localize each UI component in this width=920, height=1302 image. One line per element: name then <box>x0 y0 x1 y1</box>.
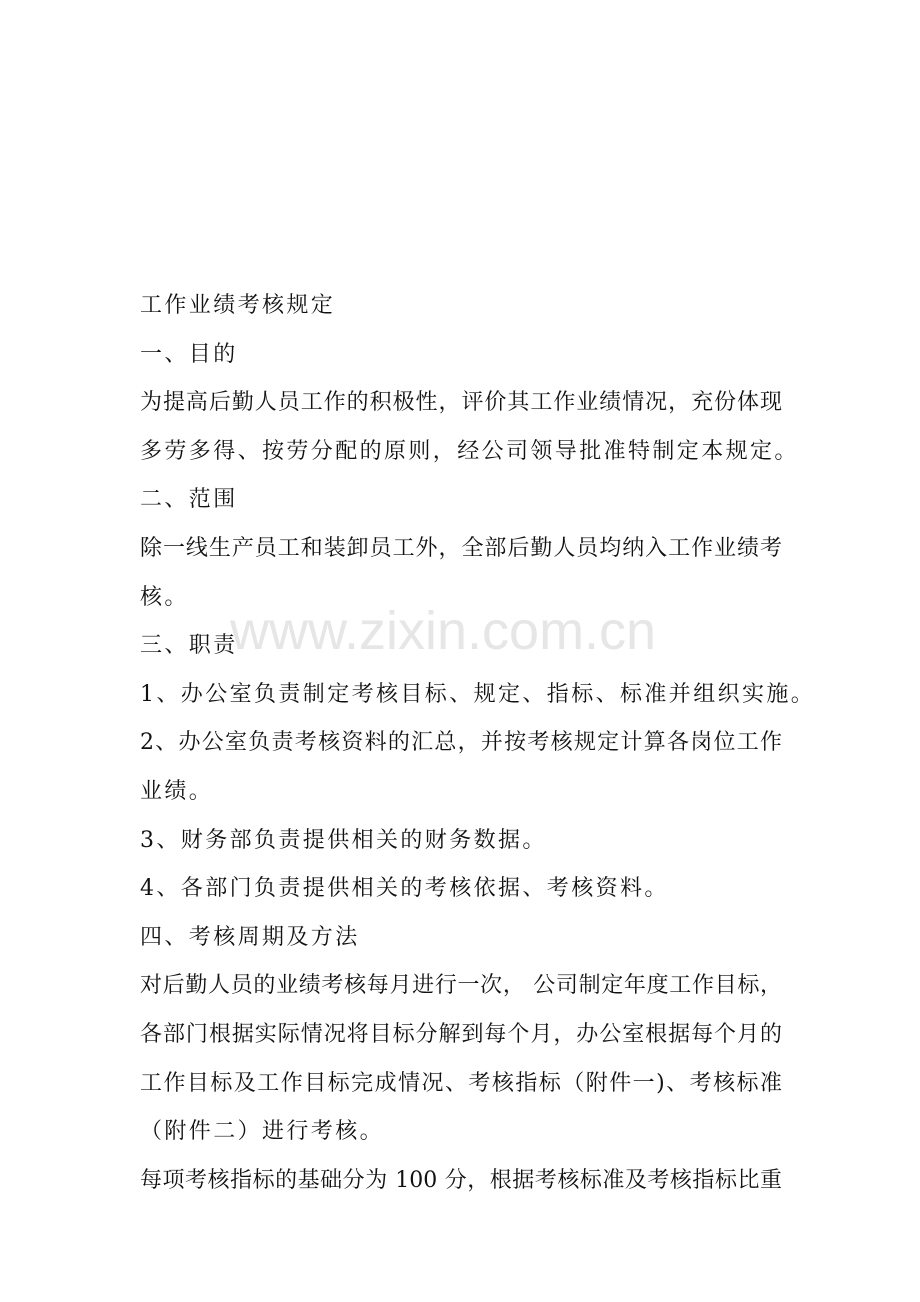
paragraph-line: 工作目标及工作目标完成情况、考核指标（附件一)、考核标准 <box>140 1070 782 1096</box>
list-item: 4、各部门负责提供相关的考核依据、考核资料。 <box>140 876 669 902</box>
paragraph-line: 各部门根据实际情况将目标分解到每个月，办公室根据每个月的 <box>140 1021 782 1047</box>
section-heading-cycle-method: 四、考核周期及方法 <box>140 924 360 950</box>
paragraph-line: 对后勤人员的业绩考核每月进行一次， 公司制定年度工作目标， <box>140 973 782 999</box>
paragraph-line: 每项考核指标的基础分为 100 分，根据考核标准及考核指标比重 <box>140 1167 782 1193</box>
list-item: 2、办公室负责考核资料的汇总，并按考核规定计算各岗位工作 <box>140 730 782 756</box>
list-item: 1、办公室负责制定考核目标、规定、指标、标准并组织实施。 <box>140 681 816 707</box>
paragraph-line: 为提高后勤人员工作的积极性，评价其工作业绩情况，充份体现 <box>140 390 782 416</box>
document-title: 工作业绩考核规定 <box>140 293 336 318</box>
list-item: 3、财务部负责提供相关的财务数据。 <box>140 827 547 853</box>
paragraph-line: 多劳多得、按劳分配的原则，经公司领导批准特制定本规定。 <box>140 438 799 464</box>
section-heading-scope: 二、范围 <box>140 487 238 513</box>
section-heading-duties: 三、职责 <box>140 633 238 659</box>
paragraph-line: （附件二）进行考核。 <box>140 1119 385 1145</box>
section-heading-purpose: 一、目的 <box>140 341 238 367</box>
paragraph-line: 除一线生产员工和装卸员工外，全部后勤人员均纳入工作业绩考 <box>140 535 782 561</box>
document-body <box>140 282 816 1205</box>
watermark-text: www.zixin.com.cn <box>230 601 657 661</box>
paragraph-line: 核。 <box>140 584 189 610</box>
list-item-continuation: 业绩。 <box>140 778 214 804</box>
